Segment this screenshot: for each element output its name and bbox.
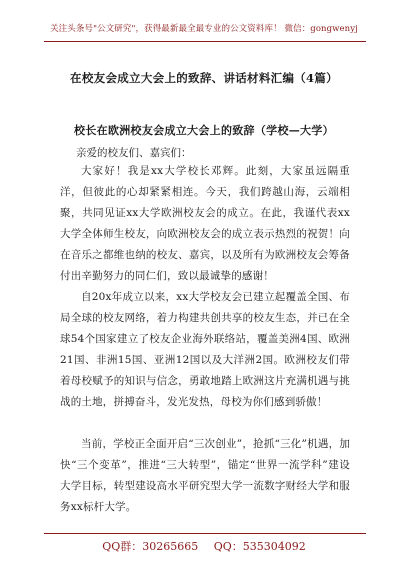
footer-divider [44, 533, 366, 534]
body-paragraph: 大家好！我是xx大学校长邓辉。此刻，大家虽远隔重洋，但彼此的心却紧紧相连。今天，我们跨越山海，云端相聚，共同见证xx大学欧洲校友会的成立。在此，我谨代表xx大学全体师生校友，向欧洲校友会的成立表示热烈的祝贺！向在音乐之都维也纳的校友、嘉宾，以及所有为欧洲校友会筹备付出辛勤努力的同仁们，致以最诚挚的感谢！ [60, 165, 350, 283]
header-banner: 关注头条号"公文研究"，获得最新最全最专业的公文资料库！ 微信：gongwenyj [50, 24, 358, 34]
body-paragraph: 自20x年成立以来，xx大学校友会已建立起覆盖全国、布局全球的校友网络，着力构建共创共享的校友生态，并已在全球54个国家建立了校友企业海外联络站，覆盖美洲4国、欧洲21国、非洲15国、亚洲12国以及大洋洲2国。欧洲校友们带着母校赋予的知识与信念，勇敢地踏上欧洲这片充满机遇与挑战的土地，拼搏奋斗，发光发热，母校为你们感到骄傲！ [60, 291, 350, 409]
footer-contact [0, 538, 408, 554]
footer-qq-group: QQ群：30265665 [102, 540, 199, 553]
section-title: 校长在欧洲校友会成立大会上的致辞（学校—大学） [74, 124, 334, 137]
document-title: 在校友会成立大会上的致辞、讲话材料汇编（4篇） [70, 71, 338, 85]
footer-qq-number: QQ：535304092 [213, 540, 306, 553]
body-paragraph: 当前，学校正全面开启“三次创业”，抢抓“三化”机遇，加快“三个变革”，推进“三大转型”，锚定“世界一流学科”建设大学目标，转型建设高水平研究型大学一流数字财经大学和服务xx标杆大学。 [60, 438, 350, 514]
greeting-line: 亲爱的校友们、嘉宾们： [76, 147, 192, 159]
header-divider [44, 41, 366, 42]
